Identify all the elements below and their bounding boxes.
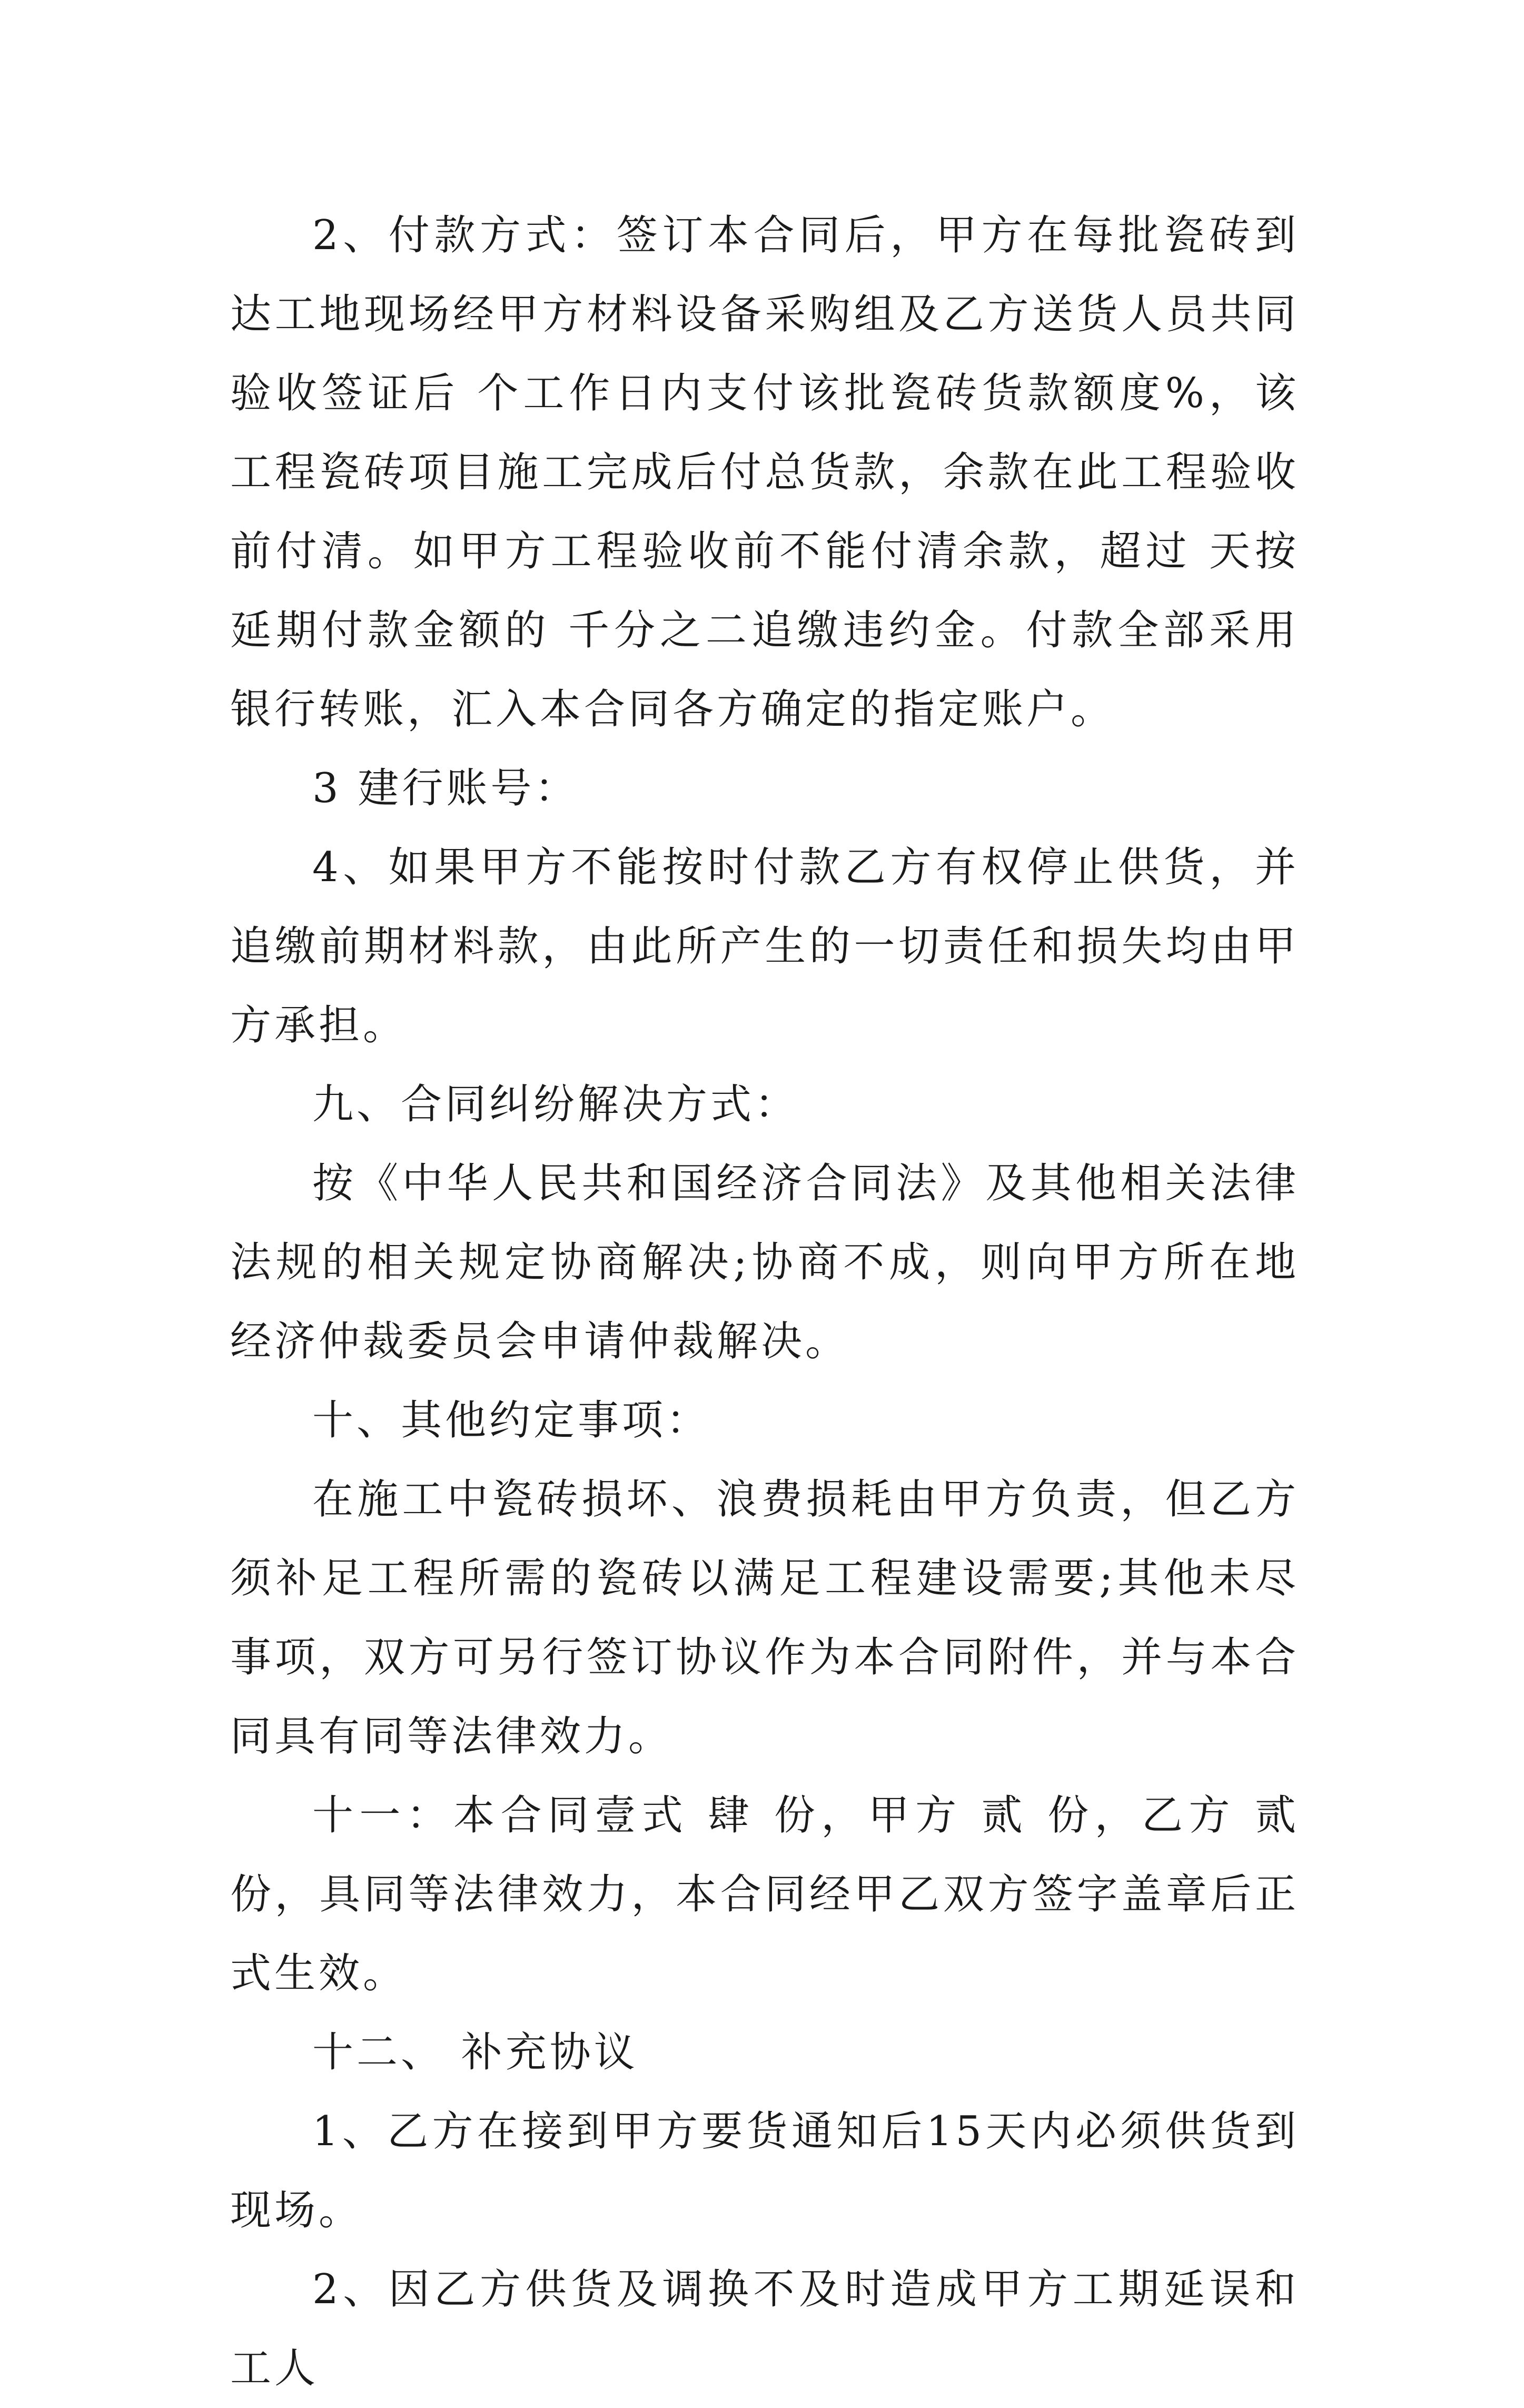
paragraph-other-agreements: 在施工中瓷砖损坏、浪费损耗由甲方负责，但乙方须补足工程所需的瓷砖以满足工程建设需要;其他未尽事项，双方可另行签订协议作为本合同附件，并与本合同具有同等法律效力。 xyxy=(230,1476,1299,1760)
paragraph-payment-method: 2、付款方式：签订本合同后，甲方在每批瓷砖到达工地现场经甲方材料设备采购组及乙方送货人员共同验收签证后 个工作日内支付该批瓷砖货款额度%，该工程瓷砖项目施工完成后付总货款，余款在此工程验收前付清。如甲方工程验收前不能付清余款，超过 天按延期付款金额的 千分之二追缴违约金。付款全部采用银行转账，汇入本合同各方确定的指定账户。 xyxy=(230,212,1299,733)
paragraph-copies: 十一：本合同壹式 肆 份，甲方 贰 份，乙方 贰 份，具同等法律效力，本合同经甲乙双方签字盖章后正式生效。 xyxy=(230,1792,1299,1997)
document-body xyxy=(230,196,1299,2408)
paragraph-dispute-resolution: 按《中华人民共和国经济合同法》及其他相关法律法规的相关规定协商解决;协商不成，则向甲方所在地经济仲裁委员会申请仲裁解决。 xyxy=(230,1160,1299,1365)
heading-other-agreements: 十、其他约定事项： xyxy=(312,1397,711,1444)
heading-dispute-resolution: 九、合同纠纷解决方式： xyxy=(312,1081,799,1128)
paragraph-supplementary-2: 2、因乙方供货及调换不及时造成甲方工期延误和工人 xyxy=(230,2266,1299,2392)
heading-supplementary: 十二、 补充协议 xyxy=(312,2029,638,2076)
paragraph-bank-account: 3 建行账号： xyxy=(312,765,579,812)
paragraph-supplementary-1: 1、乙方在接到甲方要货通知后15天内必须供货到现场。 xyxy=(230,2108,1299,2234)
paragraph-stop-supply: 4、如果甲方不能按时付款乙方有权停止供货，并追缴前期材料款，由此所产生的一切责任和损失均由甲方承担。 xyxy=(230,844,1299,1049)
